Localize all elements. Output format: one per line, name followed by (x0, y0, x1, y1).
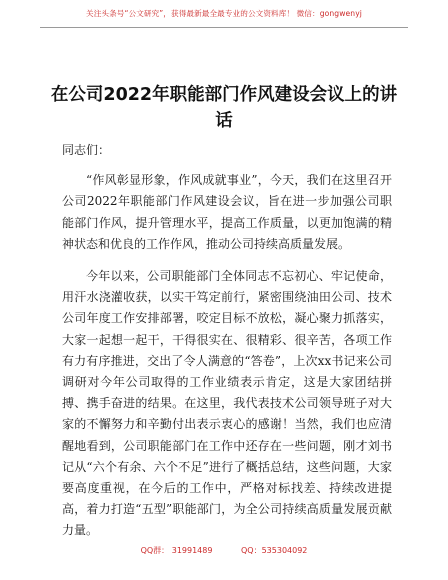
footer-qq: QQ：535304092 (241, 546, 308, 555)
paragraph-1: “作风彰显形象，作风成就事业”，今天，我们在这里召开公司2022年职能部门作风建设会议，旨在进一步加强公司职能部门作风，提升管理水平，提高工作质量，以更加饱满的精神状态和优良的工作作风，推动公司持续高质量发展。 (62, 173, 392, 251)
paragraph-2: 今年以来，公司职能部门全体同志不忘初心、牢记使命，用汗水浇灌收获，以实干笃定前行，紧密围绕油田公司、技术公司年度工作安排部署，咬定目标不放松，凝心聚力抓落实，大家一起想一起干，干得很实在、很精彩、很辛苦，各项工作有力有序推进，交出了令人满意的“答卷”，上次xx书记来公司调研对今年公司取得的工作业绩表示肯定，这是大家团结拼搏、携手奋进的结果。在这里，我代表技术公司领导班子对大家的不懈努力和辛勤付出表示衷心的感谢！当然，我们也应清醒地看到，公司职能部门在工作中还存在一些问题，刚才刘书记从“六个有余、六个不足”进行了概括总结，这些问题，大家要高度重视，在今后的工作中，严格对标找差、持续改进提高，着力打造“五型”职能部门，为全公司持续高质量发展贡献力量。 (62, 269, 392, 538)
header-banner: 关注头条号“公文研究”，获得最新最全最专业的公文资料库！ 微信：gongwenyj (86, 9, 362, 18)
document-title: 在公司2022年职能部门作风建设会议上的讲话 (50, 85, 398, 131)
footer-contact (0, 545, 448, 556)
header-divider (40, 27, 408, 28)
greeting: 同志们： (62, 143, 111, 157)
footer-qq-group: QQ群： 31991489 (140, 546, 213, 555)
document-body (62, 140, 392, 542)
